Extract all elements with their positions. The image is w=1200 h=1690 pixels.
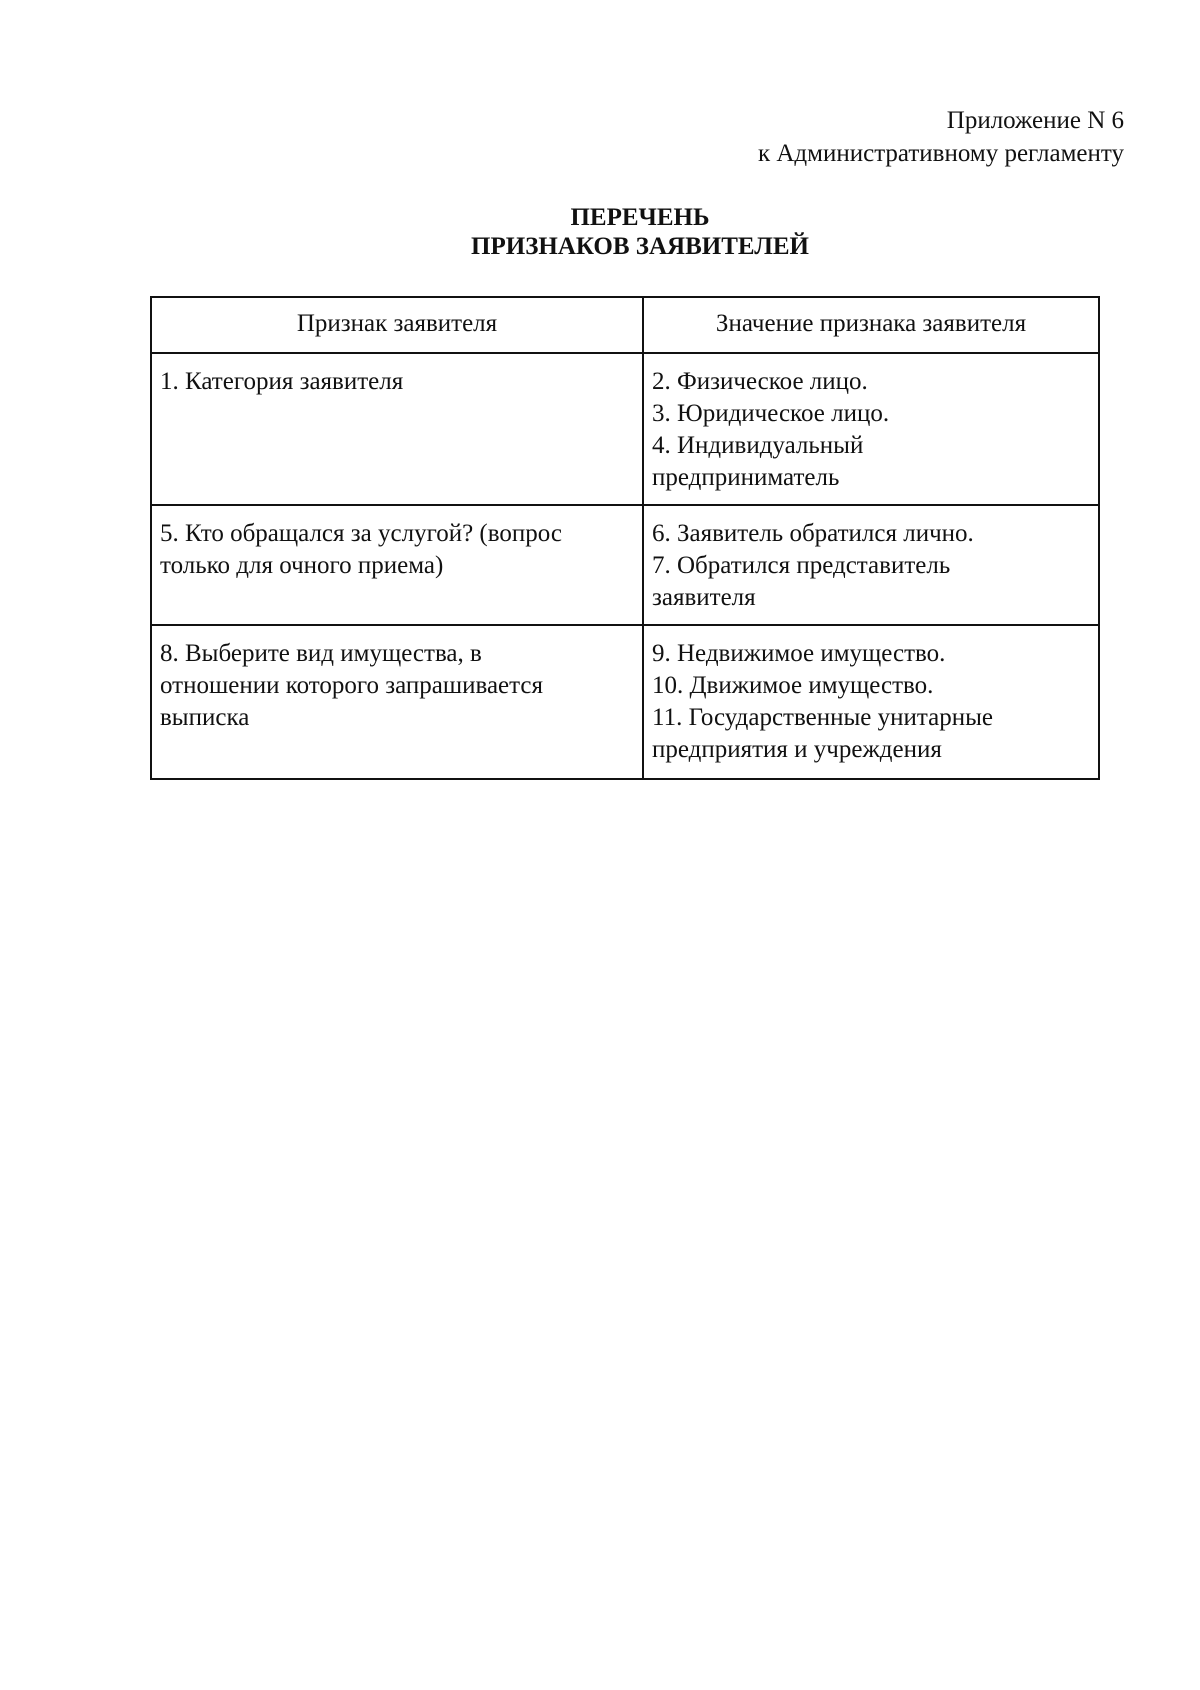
value-text: 7. Обратился представитель bbox=[652, 552, 951, 579]
table-row bbox=[151, 505, 1099, 625]
value-cell bbox=[643, 353, 1099, 505]
value-text: 11. Государственные унитарные bbox=[652, 704, 993, 731]
table-header-row bbox=[151, 297, 1099, 353]
title-line-1: ПЕРЕЧЕНЬ bbox=[570, 204, 710, 231]
feature-cell bbox=[151, 505, 643, 625]
feature-text: 1. Категория заявителя bbox=[160, 368, 404, 395]
value-cell bbox=[643, 625, 1099, 779]
value-text: 2. Физическое лицо. bbox=[652, 368, 868, 395]
column-header-value: Значение признака заявителя bbox=[643, 297, 1099, 353]
table-row bbox=[151, 625, 1099, 779]
attachment-reference: к Административному регламенту bbox=[757, 140, 1124, 167]
attachment-header bbox=[758, 104, 1124, 170]
feature-text: выписка bbox=[160, 704, 250, 731]
feature-text: отношении которого запрашивается bbox=[160, 672, 543, 699]
value-text: предприниматель bbox=[652, 464, 840, 491]
feature-text: только для очного приема) bbox=[160, 552, 444, 579]
applicant-features-table bbox=[150, 296, 1100, 780]
feature-cell bbox=[151, 625, 643, 779]
feature-text: 5. Кто обращался за услугой? (вопрос bbox=[160, 520, 562, 547]
value-cell bbox=[643, 505, 1099, 625]
value-text: предприятия и учреждения bbox=[652, 736, 942, 763]
title-line-2: ПРИЗНАКОВ ЗАЯВИТЕЛЕЙ bbox=[471, 233, 809, 260]
value-text: заявителя bbox=[652, 584, 756, 611]
column-header-feature: Признак заявителя bbox=[151, 297, 643, 353]
attachment-number: Приложение N 6 bbox=[946, 107, 1124, 134]
table-row bbox=[151, 353, 1099, 505]
feature-cell bbox=[151, 353, 643, 505]
document-title bbox=[150, 203, 1130, 261]
value-text: 6. Заявитель обратился лично. bbox=[652, 520, 974, 547]
feature-text: 8. Выберите вид имущества, в bbox=[160, 640, 482, 667]
value-text: 10. Движимое имущество. bbox=[652, 672, 934, 699]
value-text: 9. Недвижимое имущество. bbox=[652, 640, 946, 667]
value-text: 3. Юридическое лицо. bbox=[652, 400, 890, 427]
value-text: 4. Индивидуальный bbox=[652, 432, 864, 459]
